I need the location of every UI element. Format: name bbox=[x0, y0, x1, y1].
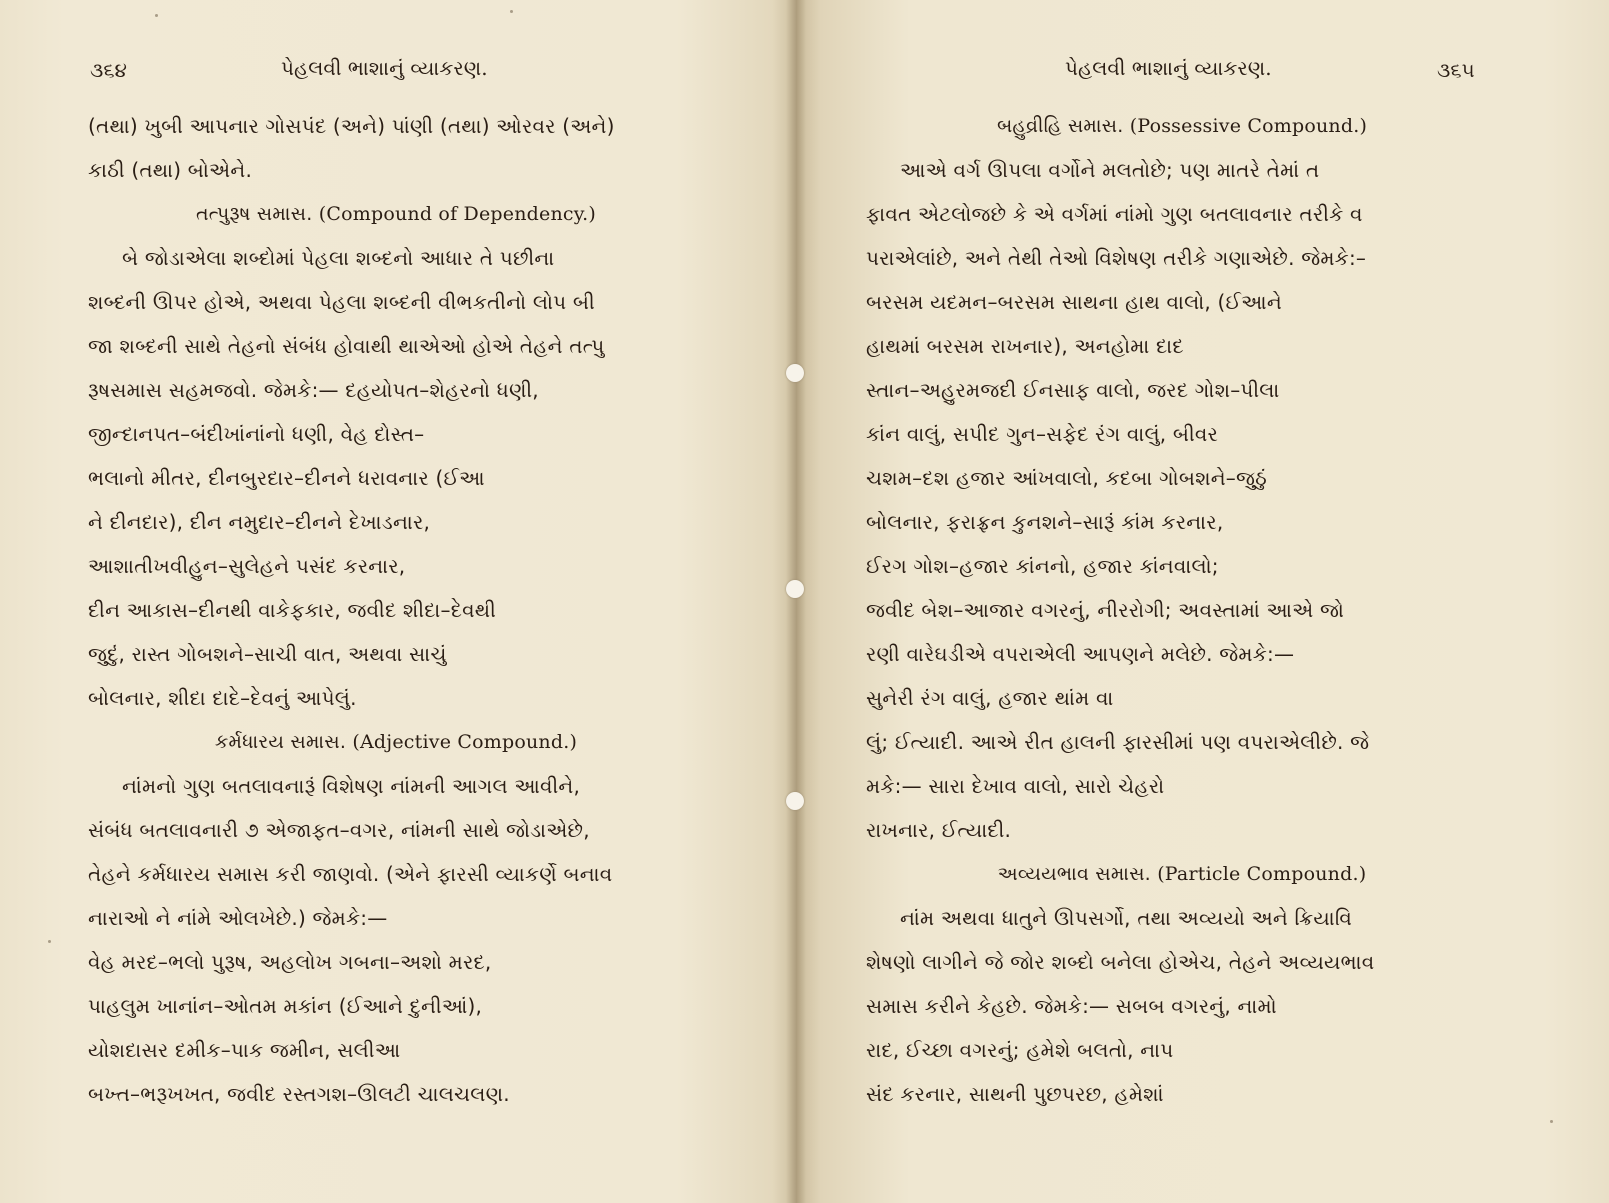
text-line: રણી વારેઘડીએ વપરાએલી આપણને મલેછે. જેમકે:— bbox=[866, 642, 1295, 666]
text-line: સુનેરી રંગ વાલું, હજાર થાંમ વા bbox=[866, 686, 1114, 710]
section-heading-english: (Possessive Compound.) bbox=[1129, 115, 1368, 137]
text-line: શેષણો લાગીને જે જોર શબ્દો બનેલા હોએચ, તેહને અવ્યયભાવ bbox=[866, 950, 1375, 974]
binding-stitch bbox=[786, 364, 804, 382]
text-line: બોલનાર, શીદા દાદે–દેવનું આપેલું. bbox=[88, 686, 357, 710]
text-line: જુદું, રાસ્ત ગોબશને–સાચી વાત, અથવા સાચું bbox=[88, 642, 447, 666]
section-heading-english: (Compound of Dependency.) bbox=[318, 203, 597, 225]
left-running-head bbox=[0, 52, 796, 86]
text-line: નારાઓ ને નાંમે ઓલખેછે.) જેમકે:— bbox=[88, 906, 388, 930]
text-line: નાંમ અથવા ધાતુને ઊપસર્ગો, તથા અવ્યયો અને ક્રિયાવિ bbox=[900, 906, 1353, 930]
text-line: પરાએલાંછે, અને તેથી તેઓ વિશેષણ તરીકે ગણાએછે. જેમકે:– bbox=[866, 246, 1367, 270]
text-line: દીન આકાસ–દીનથી વાકેફકાર, જવીદ શીદા–દેવથી bbox=[88, 598, 497, 622]
text-line: બખ્ત–ભરૂખખત, જવીદ રસ્તગશ–ઊલટી ચાલચલણ. bbox=[88, 1082, 510, 1106]
left-running-title: પેહલવી ભાશાનું વ્યાકરણ. bbox=[281, 56, 488, 80]
section-heading bbox=[866, 852, 1498, 896]
section-heading-gujarati: કર્મધારય સમાસ. bbox=[214, 731, 347, 753]
text-line: રાખનાર, ઈત્યાદી. bbox=[866, 818, 1012, 842]
paper-speck bbox=[1550, 1120, 1553, 1123]
section-heading bbox=[88, 720, 704, 764]
text-line: શબ્દની ઊપર હોએ, અથવા પેહલા શબ્દની વીભકતીનો લોપ બી bbox=[88, 290, 595, 314]
right-running-head bbox=[796, 52, 1609, 86]
text-line: જીન્દાનપત–બંદીખાંનાંનો ધણી, વેહ દોસ્ત– bbox=[88, 422, 425, 446]
text-line: યોશદાસર દમીક–પાક જમીન, સલીઆ bbox=[88, 1038, 401, 1062]
right-running-title: પેહલવી ભાશાનું વ્યાકરણ. bbox=[1065, 56, 1272, 80]
text-line: ચશમ–દશ હજાર આંખવાલો, કદબા ગોબશને–જુઠું bbox=[866, 466, 1267, 490]
paper-speck bbox=[155, 14, 158, 17]
text-line: આશાતીખવીહુન–સુલેહને પસંદ કરનાર, bbox=[88, 554, 406, 578]
text-line: જવીદ બેશ–આજાર વગરનું, નીરરોગી; અવસ્તામાં આએ જો bbox=[866, 598, 1345, 622]
text-line: ને દીનદાર), દીન નમુદાર–દીનને દેખાડનાર, bbox=[88, 510, 431, 534]
text-line: કાઠી (તથા) બોએને. bbox=[88, 158, 253, 182]
text-line: સંબંધ બતલાવનારી ૭ એજાફત–વગર, નાંમની સાથે જોડાએછે, bbox=[88, 818, 590, 842]
text-line: રૂષસમાસ સહમજવો. જેમકે:— દહયોપત–શેહરનો ધણી, bbox=[88, 378, 539, 402]
paper-speck bbox=[48, 940, 51, 943]
text-line: ભલાનો મીતર, દીનબુરદાર–દીનને ધરાવનાર (ઈઆ bbox=[88, 466, 485, 490]
section-heading-english: (Adjective Compound.) bbox=[352, 731, 578, 753]
text-line: જા શબ્દની સાથે તેહનો સંબંધ હોવાથી થાએઓ હોએ તેહને તત્પુ bbox=[88, 334, 605, 358]
text-line: વેહ મરદ–ભલો પુરૂષ, અહલોખ ગબના–અશો મરદ, bbox=[88, 950, 492, 974]
text-line: રાદ, ઈચ્છા વગરનું; હમેશે બલતો, નાપ bbox=[866, 1038, 1174, 1062]
right-body-text bbox=[866, 104, 1498, 1116]
text-line: સંદ કરનાર, સાથની પુછપરછ, હમેશાં bbox=[866, 1082, 1164, 1106]
left-page bbox=[0, 0, 796, 1203]
text-line: ફાવત એટલોજછે કે એ વર્ગમાં નાંમો ગુણ બતલાવનાર તરીકે વ bbox=[866, 202, 1363, 226]
text-line: મકે:— સારા દેખાવ વાલો, સારો ચેહરો bbox=[866, 774, 1165, 798]
left-body-text bbox=[88, 104, 704, 1116]
text-line: સ્તાન–અહુરમજદી ઈનસાફ વાલો, જરદ ગોશ–પીલા bbox=[866, 378, 1280, 402]
text-line: બોલનાર, ફરાફ્રન કુનશને–સારૂં કાંમ કરનાર, bbox=[866, 510, 1224, 534]
text-line: કાંન વાલું, સપીદ ગુન–સફેદ રંગ વાલું, બીવર bbox=[866, 422, 1219, 446]
right-page bbox=[796, 0, 1609, 1203]
text-line: હાથમાં બરસમ રાખનાર), અનહોમા દાદ bbox=[866, 334, 1184, 358]
section-heading-gujarati: બહુવ્રીહિ સમાસ. bbox=[996, 115, 1124, 137]
section-heading-english: (Particle Compound.) bbox=[1157, 863, 1367, 885]
text-line: આએ વર્ગ ઊપલા વર્ગોને મલતોછે; પણ માતરે તેમાં ત bbox=[900, 158, 1320, 182]
section-heading-gujarati: તત્પુરૂષ સમાસ. bbox=[195, 203, 313, 225]
text-line: ઈરગ ગોશ–હજાર કાંનનો, હજાર કાંનવાલો; bbox=[866, 554, 1219, 578]
left-page-number: ૩૬૪ bbox=[90, 58, 127, 82]
paper-speck bbox=[510, 10, 513, 13]
text-line: તેહને કર્મધારય સમાસ કરી જાણવો. (એને ફારસી વ્યાકર્ણે બનાવ bbox=[88, 862, 613, 886]
book-gutter bbox=[786, 0, 806, 1203]
right-page-number: ૩૬૫ bbox=[1437, 58, 1475, 82]
binding-stitch bbox=[786, 580, 804, 598]
text-line: બરસમ યદમન–બરસમ સાથના હાથ વાલો, (ઈઆને bbox=[866, 290, 1282, 314]
text-line: નાંમનો ગુણ બતલાવનારૂં વિશેષણ નાંમની આગલ આવીને, bbox=[122, 774, 581, 798]
section-heading bbox=[88, 192, 704, 236]
text-line: બે જોડાએલા શબ્દોમાં પેહલા શબ્દનો આધાર તે પછીના bbox=[122, 246, 555, 270]
text-line: સમાસ કરીને કેહછે. જેમકે:— સબબ વગરનું, નામો bbox=[866, 994, 1277, 1018]
section-heading bbox=[866, 104, 1498, 148]
text-line: લું; ઈત્યાદી. આએ રીત હાલની ફારસીમાં પણ વપરાએલીછે. જે bbox=[866, 730, 1370, 754]
section-heading-gujarati: અવ્યયભાવ સમાસ. bbox=[997, 863, 1151, 885]
text-line: (તથા) ખુબી આપનાર ગોસપંદ (અને) પાંણી (તથા) ઓરવર (અને) bbox=[88, 114, 615, 138]
text-line: પાહલુમ ખાનાંન–ઓતમ મકાંન (ઈઆને દુનીઆં), bbox=[88, 994, 483, 1018]
binding-stitch bbox=[786, 792, 804, 810]
